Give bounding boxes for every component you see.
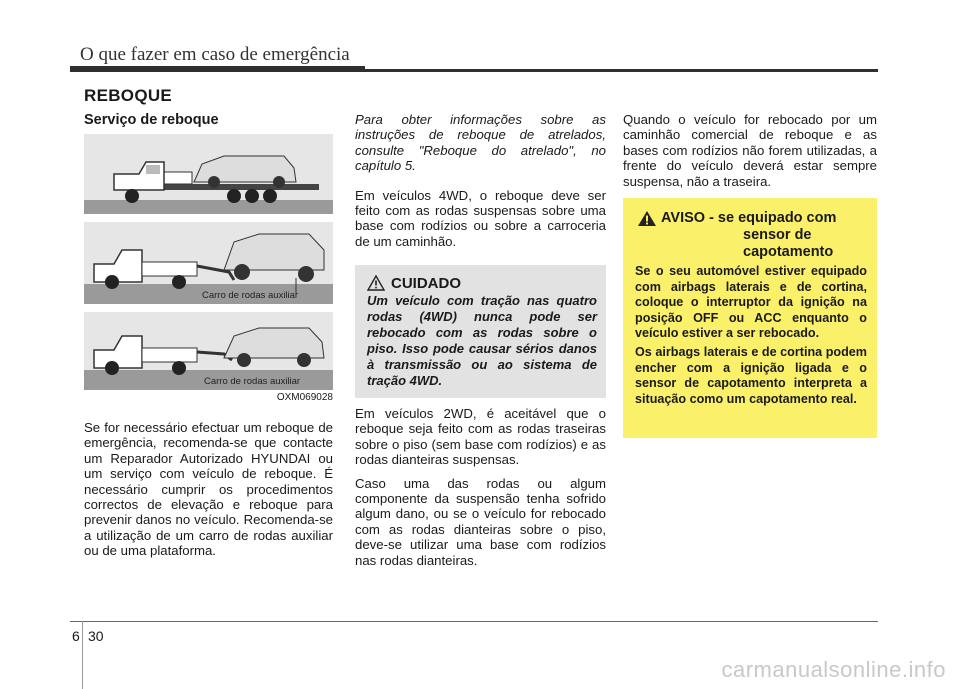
warning-text — [635, 264, 867, 410]
subheading-towing-service: Serviço de reboque — [84, 112, 219, 128]
towing-service-paragraph: Se for necessário efectuar um reboque de emergência, recomenda-se que contacte um Reparador Autorizado HYUNDAI ou um serviço com veículo de reboque. É necessário cumprir os procedimentos correctos de elevação e reboque para prevenir danos no veículo. Recomenda-se a utilização de um carro de rodas auxiliar ou de uma plataforma. — [84, 420, 333, 559]
warning-title-line-2: sensor de — [743, 227, 812, 243]
2wd-towing-paragraph: Em veículos 2WD, é aceitável que o reboque seja feito com as rodas traseiras sobre o piso (sem base com rodízios) e as rodas dianteiras suspensas. — [355, 406, 606, 468]
trailer-towing-note: Para obter informações sobre as instruções de reboque de atrelados, consulte "Reboque do atrelado", no capítulo 5. — [355, 112, 606, 174]
caution-text: Um veículo com tração nas quatro rodas (4WD) nunca pode ser rebocado com as rodas sobre o piso. Isso pode causar sérios danos à transmissão ou ao sistema de tração 4WD. — [367, 293, 597, 388]
wheel-dolly-panel — [84, 222, 333, 304]
4wd-towing-paragraph: Em veículos 4WD, o reboque deve ser feito com as rodas suspensas sobre uma base com rodízios ou sobre a carroceria de um caminhão. — [355, 187, 606, 249]
chapter-number: 6 — [72, 628, 80, 644]
footer-divider — [82, 621, 83, 689]
figure-caption-dolly-1: Carro de rodas auxiliar — [202, 290, 299, 301]
column-2-text-bottom — [355, 406, 606, 576]
figure-code: OXM069028 — [276, 392, 333, 403]
front-suspended-paragraph: Quando o veículo for rebocado por um caminhão comercial de reboque e as bases com rodízios não forem utilizadas, a frente do veículo deverá estar sempre suspensa, não a traseira. — [623, 112, 877, 189]
figure-caption-dolly-2: Carro de rodas auxiliar — [204, 376, 301, 387]
warning-paragraph-2: Os airbags laterais e de cortina podem encher com a ignição ligada e o sensor de capotamento interpreta a situação como um capotamento real. — [635, 344, 867, 406]
warning-paragraph-1: Se o seu automóvel estiver equipado com airbags laterais e de cortina, coloque o interruptor da ignição na posição OFF ou ACC enquanto o veículo estiver a ser rebocado. — [635, 264, 867, 341]
wheel-lift-panel — [84, 312, 333, 390]
warning-title-line-1: AVISO - se equipado com — [661, 210, 837, 226]
column-3-text — [623, 112, 877, 197]
flatbed-truck-illustration — [84, 134, 333, 214]
header-rule — [70, 69, 878, 72]
page-number: 30 — [88, 628, 104, 644]
footer-rule — [70, 621, 878, 622]
column-2-text-top — [355, 112, 606, 257]
warning-title — [661, 210, 871, 261]
page-header-title: O que fazer em caso de emergência — [80, 44, 350, 65]
damage-dolly-paragraph: Caso uma das rodas ou algum componente da suspensão tenha sofrido algum dano, ou se o veículo for rebocado com as rodas dianteiras sobre o piso, deve-se utilizar uma base com rodízios nas rodas dianteiras. — [355, 475, 606, 568]
towing-figure — [84, 134, 333, 403]
warning-box — [623, 198, 877, 438]
section-title: REBOQUE — [84, 86, 173, 105]
caution-title: CUIDADO — [391, 275, 461, 292]
warning-title-line-3: capotamento — [743, 244, 834, 260]
caution-triangle-icon — [367, 275, 385, 291]
flatbed-panel — [84, 134, 333, 214]
watermark: carmanualsonline.info — [721, 657, 946, 682]
caution-box — [355, 265, 606, 398]
warning-triangle-icon — [637, 210, 657, 227]
column-1-text — [84, 420, 333, 567]
